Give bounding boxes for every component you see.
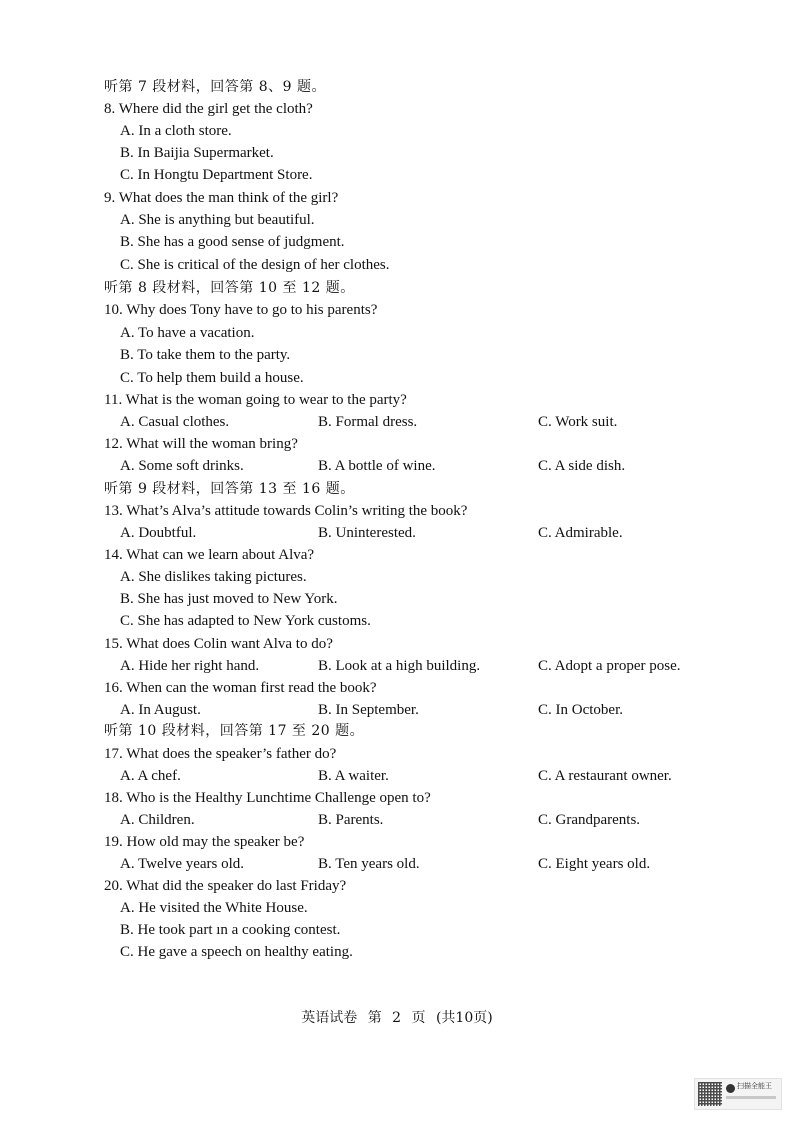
question-10: 10. Why does Tony have to go to his parents? [104, 302, 378, 318]
option-8b: B. In Baijia Supermarket. [120, 145, 274, 161]
option-9b: B. She has a good sense of judgment. [120, 234, 345, 250]
option-16b: B. In September. [318, 702, 419, 718]
question-12: 12. What will the woman bring? [104, 436, 298, 452]
question-11: 11. What is the woman going to wear to the party? [104, 392, 407, 408]
option-14a: A. She dislikes taking pictures. [120, 569, 307, 585]
question-19: 19. How old may the speaker be? [104, 834, 305, 850]
question-15: 15. What does Colin want Alva to do? [104, 636, 333, 652]
option-10a: A. To have a vacation. [120, 325, 255, 341]
option-20c: C. He gave a speech on healthy eating. [120, 944, 353, 960]
option-8a: A. In a cloth store. [120, 123, 232, 139]
question-14: 14. What can we learn about Alva? [104, 547, 315, 563]
option-15b: B. Look at a high building. [318, 658, 481, 674]
option-10c: C. To help them build a house. [120, 370, 304, 386]
option-17b: B. A waiter. [318, 768, 389, 784]
option-20b: B. He took part ın a cooking contest. [120, 922, 341, 938]
option-18b: B. Parents. [318, 812, 384, 828]
option-9c: C. She is critical of the design of her clothes. [120, 257, 390, 273]
scanner-brand: 扫描全能王 [737, 1082, 772, 1090]
option-17c: C. A restaurant owner. [538, 768, 672, 784]
question-20: 20. What did the speaker do last Friday? [104, 878, 347, 894]
option-19a: A. Twelve years old. [120, 856, 245, 872]
scanner-logo-icon [726, 1084, 735, 1093]
option-11b: B. Formal dress. [318, 414, 418, 430]
option-19b: B. Ten years old. [318, 856, 420, 872]
option-12b: B. A bottle of wine. [318, 458, 436, 474]
option-13a: A. Doubtful. [120, 525, 197, 541]
option-20a: A. He visited the White House. [120, 900, 308, 916]
option-13b: B. Uninterested. [318, 525, 416, 541]
option-12c: C. A side dish. [538, 458, 626, 474]
option-11a: A. Casual clothes. [120, 414, 230, 430]
option-12a: A. Some soft drinks. [120, 458, 244, 474]
option-14b: B. She has just moved to New York. [120, 591, 338, 607]
option-15a: A. Hide her right hand. [120, 658, 260, 674]
option-15c: C. Adopt a proper pose. [538, 658, 681, 674]
option-14c: C. She has adapted to New York customs. [120, 613, 371, 629]
question-16: 16. When can the woman first read the book? [104, 680, 377, 696]
option-19c: C. Eight years old. [538, 856, 651, 872]
question-8: 8. Where did the girl get the cloth? [104, 101, 313, 117]
option-11c: C. Work suit. [538, 414, 618, 430]
option-13c: C. Admirable. [538, 525, 623, 541]
section-header-7: 听第 7 段材料，回答第 8、9 题。 [104, 79, 327, 95]
option-8c: C. In Hongtu Department Store. [120, 167, 313, 183]
scanner-watermark [694, 1078, 782, 1110]
qr-code-icon [698, 1082, 722, 1106]
question-17: 17. What does the speaker’s father do? [104, 746, 337, 762]
option-17a: A. A chef. [120, 768, 181, 784]
question-9: 9. What does the man think of the girl? [104, 190, 339, 206]
option-9a: A. She is anything but beautiful. [120, 212, 315, 228]
question-13: 13. What’s Alva’s attitude towards Colin’s writing the book? [104, 503, 468, 519]
page-footer: 英语试卷 第 2 页 (共10页) [301, 1010, 493, 1026]
option-18c: C. Grandparents. [538, 812, 641, 828]
scanner-subtext-line [726, 1096, 776, 1099]
section-header-10: 听第 10 段材料，回答第 17 至 20 题。 [104, 723, 365, 739]
option-18a: A. Children. [120, 812, 195, 828]
option-16a: A. In August. [120, 702, 201, 718]
option-10b: B. To take them to the party. [120, 347, 291, 363]
option-16c: C. In October. [538, 702, 623, 718]
section-header-8: 听第 8 段材料，回答第 10 至 12 题。 [104, 280, 355, 296]
question-18: 18. Who is the Healthy Lunchtime Challenge open to? [104, 790, 431, 806]
section-header-9: 听第 9 段材料，回答第 13 至 16 题。 [104, 481, 355, 497]
